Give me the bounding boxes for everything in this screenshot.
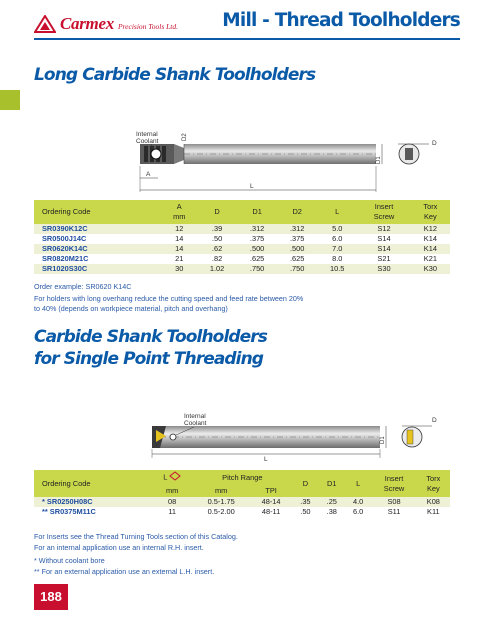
section1-table (34, 200, 450, 274)
cell-d: .62 (197, 244, 237, 254)
cell-insert-screw: S21 (357, 254, 410, 264)
ordering-code: SR0820M21C (34, 254, 161, 264)
col-pitch-mm: mm (214, 486, 228, 495)
insert-shape-icon (169, 471, 181, 484)
cell-pitch-tpi: 48-11 (250, 507, 292, 517)
overhang-note-line1: For holders with long overhang reduce the cutting speed and feed rate between 20% (34, 294, 304, 303)
cell-l: 4.0 (345, 497, 371, 507)
ordering-code: SR0620K14C (34, 244, 161, 254)
section2-drawing (34, 392, 450, 467)
coolant-label-line2: Coolant (136, 138, 159, 145)
inserts-reference-note: For Inserts see the Thread Turning Tools section of this Catalog. (34, 532, 238, 541)
col-torx-key: Torx Key (426, 473, 441, 493)
col-d1: D1 (327, 478, 337, 488)
page-number: 188 (34, 584, 68, 610)
cell-insert-l: 11 (152, 507, 192, 517)
cell-d: .82 (197, 254, 237, 264)
dim-d: D (432, 140, 437, 147)
cell-d: .35 (292, 497, 318, 507)
col-pitch-range: Pitch Range (222, 472, 263, 482)
cell-insert-screw: S12 (357, 224, 410, 234)
dim-d: D (432, 417, 437, 424)
dim-d2: D2 (182, 133, 188, 141)
ordering-code: ** SR0375M11C (34, 507, 152, 517)
section2-table (34, 470, 450, 517)
table-header-row (34, 470, 450, 485)
cell-d1: .312 (237, 224, 277, 234)
cell-d: .50 (292, 507, 318, 517)
cell-d: 1.02 (197, 264, 237, 274)
dim-d1: D1 (376, 156, 382, 164)
cell-torx-key: K21 (411, 254, 450, 264)
cell-l: 8.0 (317, 254, 357, 264)
carmex-logo-icon (34, 15, 56, 33)
col-a: A mm (173, 202, 186, 221)
cell-torx-key: K08 (417, 497, 450, 507)
cell-d: .50 (197, 234, 237, 244)
cell-torx-key: K14 (411, 244, 450, 254)
col-d: D (302, 478, 309, 488)
table-row (34, 234, 450, 244)
cell-d2: .750 (277, 264, 317, 274)
cell-d1: .750 (237, 264, 277, 274)
cell-a: 14 (161, 244, 197, 254)
section1-drawing (34, 130, 450, 203)
section2-title-line2: for Single Point Threading (34, 349, 264, 369)
table-row (34, 497, 450, 507)
cell-d2: .625 (277, 254, 317, 264)
cell-insert-screw: S11 (371, 507, 416, 517)
cell-d1: .375 (237, 234, 277, 244)
brand-name: Carmex (60, 14, 114, 33)
col-d: D (214, 207, 220, 216)
cell-l: 6.0 (317, 234, 357, 244)
cell-d1: .25 (319, 497, 345, 507)
col-insert-screw: Insert Screw (373, 202, 395, 221)
cell-insert-l: 08 (152, 497, 192, 507)
col-ordering-code: Ordering Code (42, 207, 91, 216)
header-divider (34, 38, 460, 40)
cell-pitch-mm: 0.5-2.00 (192, 507, 250, 517)
table-row (34, 254, 450, 264)
dim-d1: D1 (380, 436, 386, 444)
col-l: L (356, 478, 361, 488)
ordering-code: SR1020S30C (34, 264, 161, 274)
ordering-code: SR0390K12C (34, 224, 161, 234)
coolant-label-line1: Internal (184, 413, 206, 420)
dim-l: L (264, 456, 268, 462)
cell-torx-key: K12 (411, 224, 450, 234)
order-example-note: Order example: SR0620 K14C (34, 282, 132, 291)
cell-torx-key: K30 (411, 264, 450, 274)
external-application-footnote: ** For an external application use an external L.H. insert. (34, 567, 215, 576)
table-row (34, 264, 450, 274)
coolant-footnote: * Without coolant bore (34, 556, 105, 565)
col-l-insert: L (152, 470, 192, 485)
overhang-note-line2: to 40% (depends on workpiece material, pitch and overhang) (34, 304, 228, 313)
cell-d1: .500 (237, 244, 277, 254)
cell-d1: .38 (319, 507, 345, 517)
col-torx-key: Torx Key (423, 202, 438, 221)
cell-insert-screw: S08 (371, 497, 416, 507)
col-insert-screw: Insert Screw (383, 473, 405, 493)
ordering-code: * SR0250H08C (34, 497, 152, 507)
internal-application-note: For an internal application use an internal R.H. insert. (34, 543, 204, 552)
cell-torx-key: K14 (411, 234, 450, 244)
cell-a: 21 (161, 254, 197, 264)
col-pitch-tpi: TPI (265, 486, 277, 495)
cell-l: 6.0 (345, 507, 371, 517)
carmex-logo (34, 14, 178, 34)
cell-insert-screw: S14 (357, 234, 410, 244)
cell-a: 14 (161, 234, 197, 244)
cell-insert-screw: S14 (357, 244, 410, 254)
col-l-mm: mm (166, 486, 179, 495)
col-l: L (335, 207, 340, 216)
dim-l: L (250, 183, 254, 190)
cell-d2: .375 (277, 234, 317, 244)
brand-tagline: Precision Tools Ltd. (117, 22, 179, 31)
table-row (34, 224, 450, 234)
cell-torx-key: K11 (417, 507, 450, 517)
coolant-label-line2: Coolant (184, 420, 207, 427)
cell-l: 5.0 (317, 224, 357, 234)
page-title: Mill - Thread Toolholders (222, 10, 460, 31)
coolant-label-line1: Internal (136, 131, 158, 138)
cell-a: 30 (161, 264, 197, 274)
table-row (34, 507, 450, 517)
cell-d2: .312 (277, 224, 317, 234)
cell-pitch-mm: 0.5-1.75 (192, 497, 250, 507)
section-tab-marker (0, 90, 20, 110)
cell-d: .39 (197, 224, 237, 234)
col-ordering-code: Ordering Code (42, 478, 91, 488)
section2-title-line1: Carbide Shank Toolholders (34, 327, 267, 347)
cell-l: 7.0 (317, 244, 357, 254)
ordering-code: SR0500J14C (34, 234, 161, 244)
cell-insert-screw: S30 (357, 264, 410, 274)
cell-d2: .500 (277, 244, 317, 254)
col-d2: D2 (292, 207, 302, 216)
table-header-row (34, 200, 450, 224)
table-row (34, 244, 450, 254)
col-d1: D1 (252, 207, 262, 216)
cell-pitch-tpi: 48-14 (250, 497, 292, 507)
cell-l: 10.5 (317, 264, 357, 274)
dim-a: A (146, 171, 151, 178)
cell-a: 12 (161, 224, 197, 234)
section1-title: Long Carbide Shank Toolholders (34, 65, 316, 85)
cell-d1: .625 (237, 254, 277, 264)
